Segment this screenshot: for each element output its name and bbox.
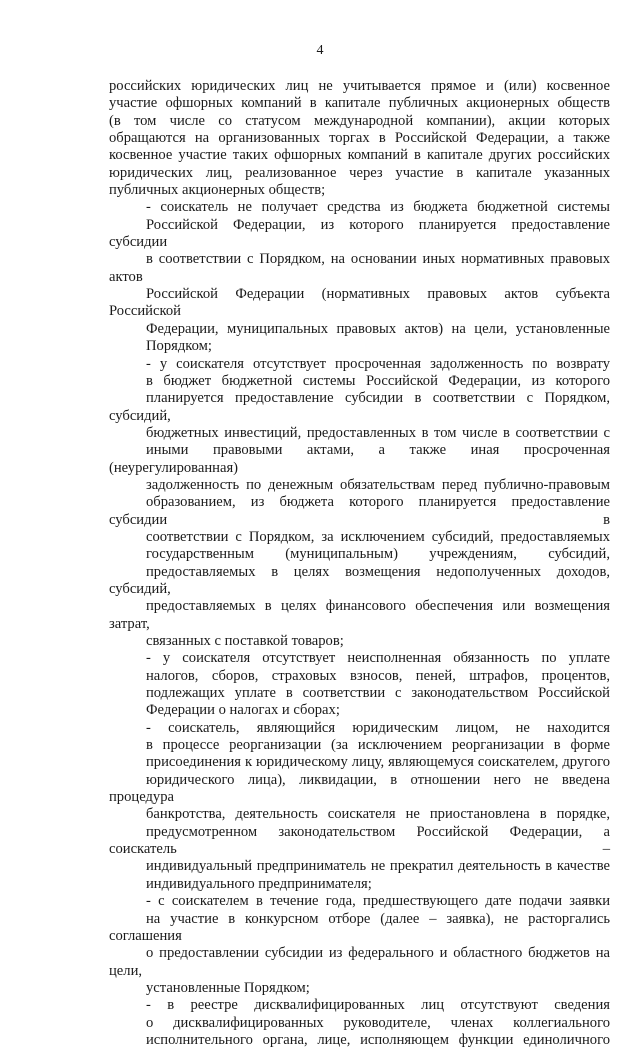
text-line: Российской Федерации (нормативных правовых актов субъекта Российской (109, 286, 610, 320)
paragraph (109, 997, 610, 1049)
text-line: в соответствии с Порядком, на основании иных нормативных правовых актов (109, 251, 610, 285)
paragraph (109, 893, 610, 997)
text-line: задолженность по денежным обязательствам перед публично-правовым (146, 476, 610, 493)
paragraph (109, 720, 610, 893)
text-line: Федерации, муниципальных правовых актов) на цели, установленные (146, 320, 610, 337)
text-line: (в том числе со статусом международной компании), акции которых (109, 112, 610, 129)
text-line: российских юридических лиц не учитывается прямое и (или) косвенное (109, 78, 610, 94)
text-line: индивидуального предпринимателя; (146, 875, 372, 892)
text-line: исполнительного органа, лице, исполняющем функции единоличного (146, 1031, 610, 1048)
text-line: обращаются на организованных торгах в Российской Федерации, а также (109, 130, 610, 147)
text-line: присоединения к юридическому лицу, являющемуся соискателем, другого (146, 754, 610, 771)
text-line: бюджетных инвестиций, предоставленных в том числе в соответствии с (146, 424, 610, 441)
text-line: участие офшорных компаний в капитале публичных акционерных обществ (109, 95, 610, 112)
text-line: Российской Федерации, из которого планируется предоставление субсидии (109, 216, 610, 251)
text-line: банкротства, деятельность соискателя не приостановлена в порядке, (146, 806, 610, 823)
text-line: иными правовыми актами, а также иная просроченная (неурегулированная) (109, 442, 610, 476)
text-line: юридических лиц, реализованное через участие в капитале указанных (109, 164, 610, 181)
page-number: 4 (316, 43, 324, 58)
text-line: в процессе реорганизации (за исключением реорганизации в форме (146, 737, 610, 754)
text-line: - соискатель не получает средства из бюджета бюджетной системы (146, 199, 610, 216)
text-line: связанных с поставкой товаров; (146, 633, 344, 649)
text-line: планируется предоставление субсидии в соответствии с Порядком, субсидий, (109, 390, 610, 424)
document-body (109, 78, 610, 1049)
text-line: - у соискателя отсутствует неисполненная обязанность по уплате (146, 650, 610, 667)
text-line: подлежащих уплате в соответствии с законодательством Российской (146, 685, 610, 702)
paragraph (109, 199, 610, 355)
text-line: предоставляемых в целях финансового обеспечения или возмещения затрат, (109, 598, 610, 632)
text-line: юридического лица), ликвидации, в отношении него не введена процедура (109, 771, 610, 806)
text-line: - у соискателя отсутствует просроченная задолженность по возврату (146, 355, 610, 372)
text-line: образованием, из бюджета которого планируется предоставление субсидии в (109, 494, 610, 528)
text-line: налогов, сборов, страховых взносов, пеней, штрафов, процентов, (146, 667, 610, 684)
text-line: предоставляемых в целях возмещения недополученных доходов, субсидий, (109, 563, 610, 597)
paragraph (109, 650, 610, 719)
text-line: - с соискателем в течение года, предшествующего дате подачи заявки (146, 893, 610, 910)
text-line: публичных акционерных обществ; (109, 182, 326, 199)
text-line: предусмотренном законодательством Российской Федерации, а соискатель – (109, 823, 610, 858)
text-line: - в реестре дисквалифицированных лиц отсутствуют сведения (146, 997, 610, 1014)
text-line: государственным (муниципальным) учреждениям, субсидий, (146, 546, 610, 563)
text-line: о дисквалифицированных руководителе, членах коллегиального (146, 1014, 610, 1031)
paragraph (109, 356, 610, 651)
text-line: индивидуальный предприниматель не прекратил деятельность в качестве (146, 858, 610, 875)
text-line: Федерации о налогах и сборах; (146, 702, 340, 719)
text-line: установленные Порядком; (146, 979, 310, 996)
text-line: косвенное участие таких офшорных компаний в капитале других российских (109, 147, 610, 164)
paragraph (109, 78, 610, 199)
text-line: на участие в конкурсном отборе (далее – заявка), не расторгались соглашения (109, 910, 610, 944)
text-line: о предоставлении субсидии из федерального и областного бюджетов на цели, (109, 945, 610, 979)
text-line: - соискатель, являющийся юридическим лицом, не находится (146, 719, 610, 736)
text-line: в бюджет бюджетной системы Российской Федерации, из которого (146, 372, 610, 389)
text-line: соответствии с Порядком, за исключением субсидий, предоставляемых (146, 528, 610, 545)
text-line: Порядком; (146, 338, 212, 355)
